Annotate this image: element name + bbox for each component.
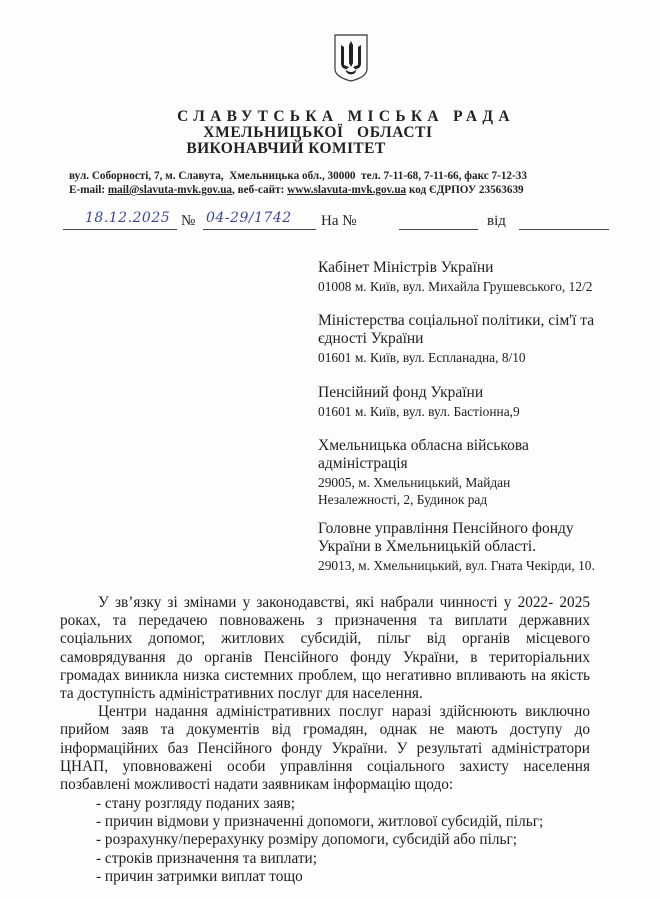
recipient bbox=[318, 312, 618, 366]
info-list bbox=[96, 795, 543, 886]
email-link[interactable]: mail@slavuta-mvk.gov.ua bbox=[107, 184, 233, 196]
recipient-name: Хмельницька обласна військова адміністрація bbox=[318, 437, 529, 472]
recipient-address: 01601 м. Київ, вул. Еспланадна, 8/10 bbox=[318, 350, 526, 365]
body-paragraph: У зв’язку зі змінами у законодавстві, які набрали чинності у 2022- 2025 роках, та передачею повноважень з призначення та виплати державних соціальних допомог, житлових субсидій, пільг від органів місцевого самоврядування до органів Пенсійного фонду України, в територіальних громадах виникла низка системних проблем, що негативно впливають на якість та доступність адміністративних послуг для населення. bbox=[60, 594, 590, 703]
recipient bbox=[318, 437, 618, 508]
outgoing-date: 18.12.2025 bbox=[85, 210, 171, 226]
number-underline bbox=[203, 229, 316, 230]
recipient-name: Головне управління Пенсійного фонду України в Хмельницькій області. bbox=[318, 520, 574, 555]
reply-date-field[interactable] bbox=[519, 229, 609, 230]
committee-name: ВИКОНАВЧИЙ КОМІТЕТ bbox=[186, 140, 386, 157]
recipient bbox=[318, 384, 638, 420]
recipient-address: 01008 м. Київ, вул. Михайла Грушевського, 12/2 bbox=[318, 279, 593, 294]
recipient-name: Кабінет Міністрів України bbox=[318, 259, 494, 276]
date-underline bbox=[63, 229, 177, 230]
body-paragraph: Центри надання адміністративних послуг наразі здійснюють виключно прийом заяв та документів від громадян, однак не мають доступу до інформаційних баз Пенсійного фонду України. У результаті адміністратори ЦНАП, уповноважені особи управління соціального захисту населення позбавлені можливості надати заявникам інформацію щодо: bbox=[60, 703, 590, 794]
recipient-address: 29013, м. Хмельницький, вул. Гната Чекірди, 10. bbox=[318, 558, 595, 573]
recipient-address: 01601 м. Київ, вул. вул. Бастіонна,9 bbox=[318, 404, 520, 419]
recipient bbox=[318, 259, 638, 295]
edrpou-code: код ЄДРПОУ 23563639 bbox=[406, 184, 524, 196]
outgoing-number: 04-29/1742 bbox=[206, 210, 292, 226]
region-name: ХМЕЛЬНИЦЬКОЇ ОБЛАСТІ bbox=[203, 124, 433, 141]
recipient-address: 29005, м. Хмельницький, Майдан Незалежності, 2, Будинок рад bbox=[318, 475, 511, 507]
reply-number-field[interactable] bbox=[399, 229, 478, 230]
recipient bbox=[318, 520, 618, 574]
list-item: - строків призначення та виплати; bbox=[96, 849, 317, 867]
list-item: - причин затримки виплат тощо bbox=[96, 867, 303, 885]
trident-coat-of-arms-icon bbox=[333, 33, 369, 83]
reply-to-label: На № bbox=[321, 213, 357, 229]
from-label: від bbox=[487, 213, 506, 229]
list-item: - розрахунку/перерахунку розміру допомоги, субсидій або пільг; bbox=[96, 831, 517, 849]
number-sign: № bbox=[181, 213, 196, 229]
reference-row bbox=[63, 208, 623, 234]
website-link[interactable]: www.slavuta-mvk.gov.ua bbox=[287, 184, 407, 196]
council-name: СЛАВУТСЬКА МІСЬКА РАДА bbox=[177, 108, 515, 125]
address-line: вул. Соборності, 7, м. Славута, Хмельницька обл., 30000 тел. 7-11-68, 7-11-66, факс 7-12-33 bbox=[69, 170, 527, 182]
website-label: , веб-сайт: bbox=[232, 184, 288, 196]
letter-body bbox=[60, 594, 590, 794]
email-label: E-mail: bbox=[69, 184, 108, 196]
list-item: - стану розгляду поданих заяв; bbox=[96, 795, 295, 812]
contacts-line bbox=[69, 184, 524, 196]
recipient-name: Пенсійний фонд України bbox=[318, 384, 484, 401]
recipient-name: Міністерства соціальної політики, сім'ї та єдності України bbox=[318, 312, 595, 347]
list-item: - причин відмови у призначенні допомоги, житлової субсидій, пільг; bbox=[96, 813, 544, 831]
